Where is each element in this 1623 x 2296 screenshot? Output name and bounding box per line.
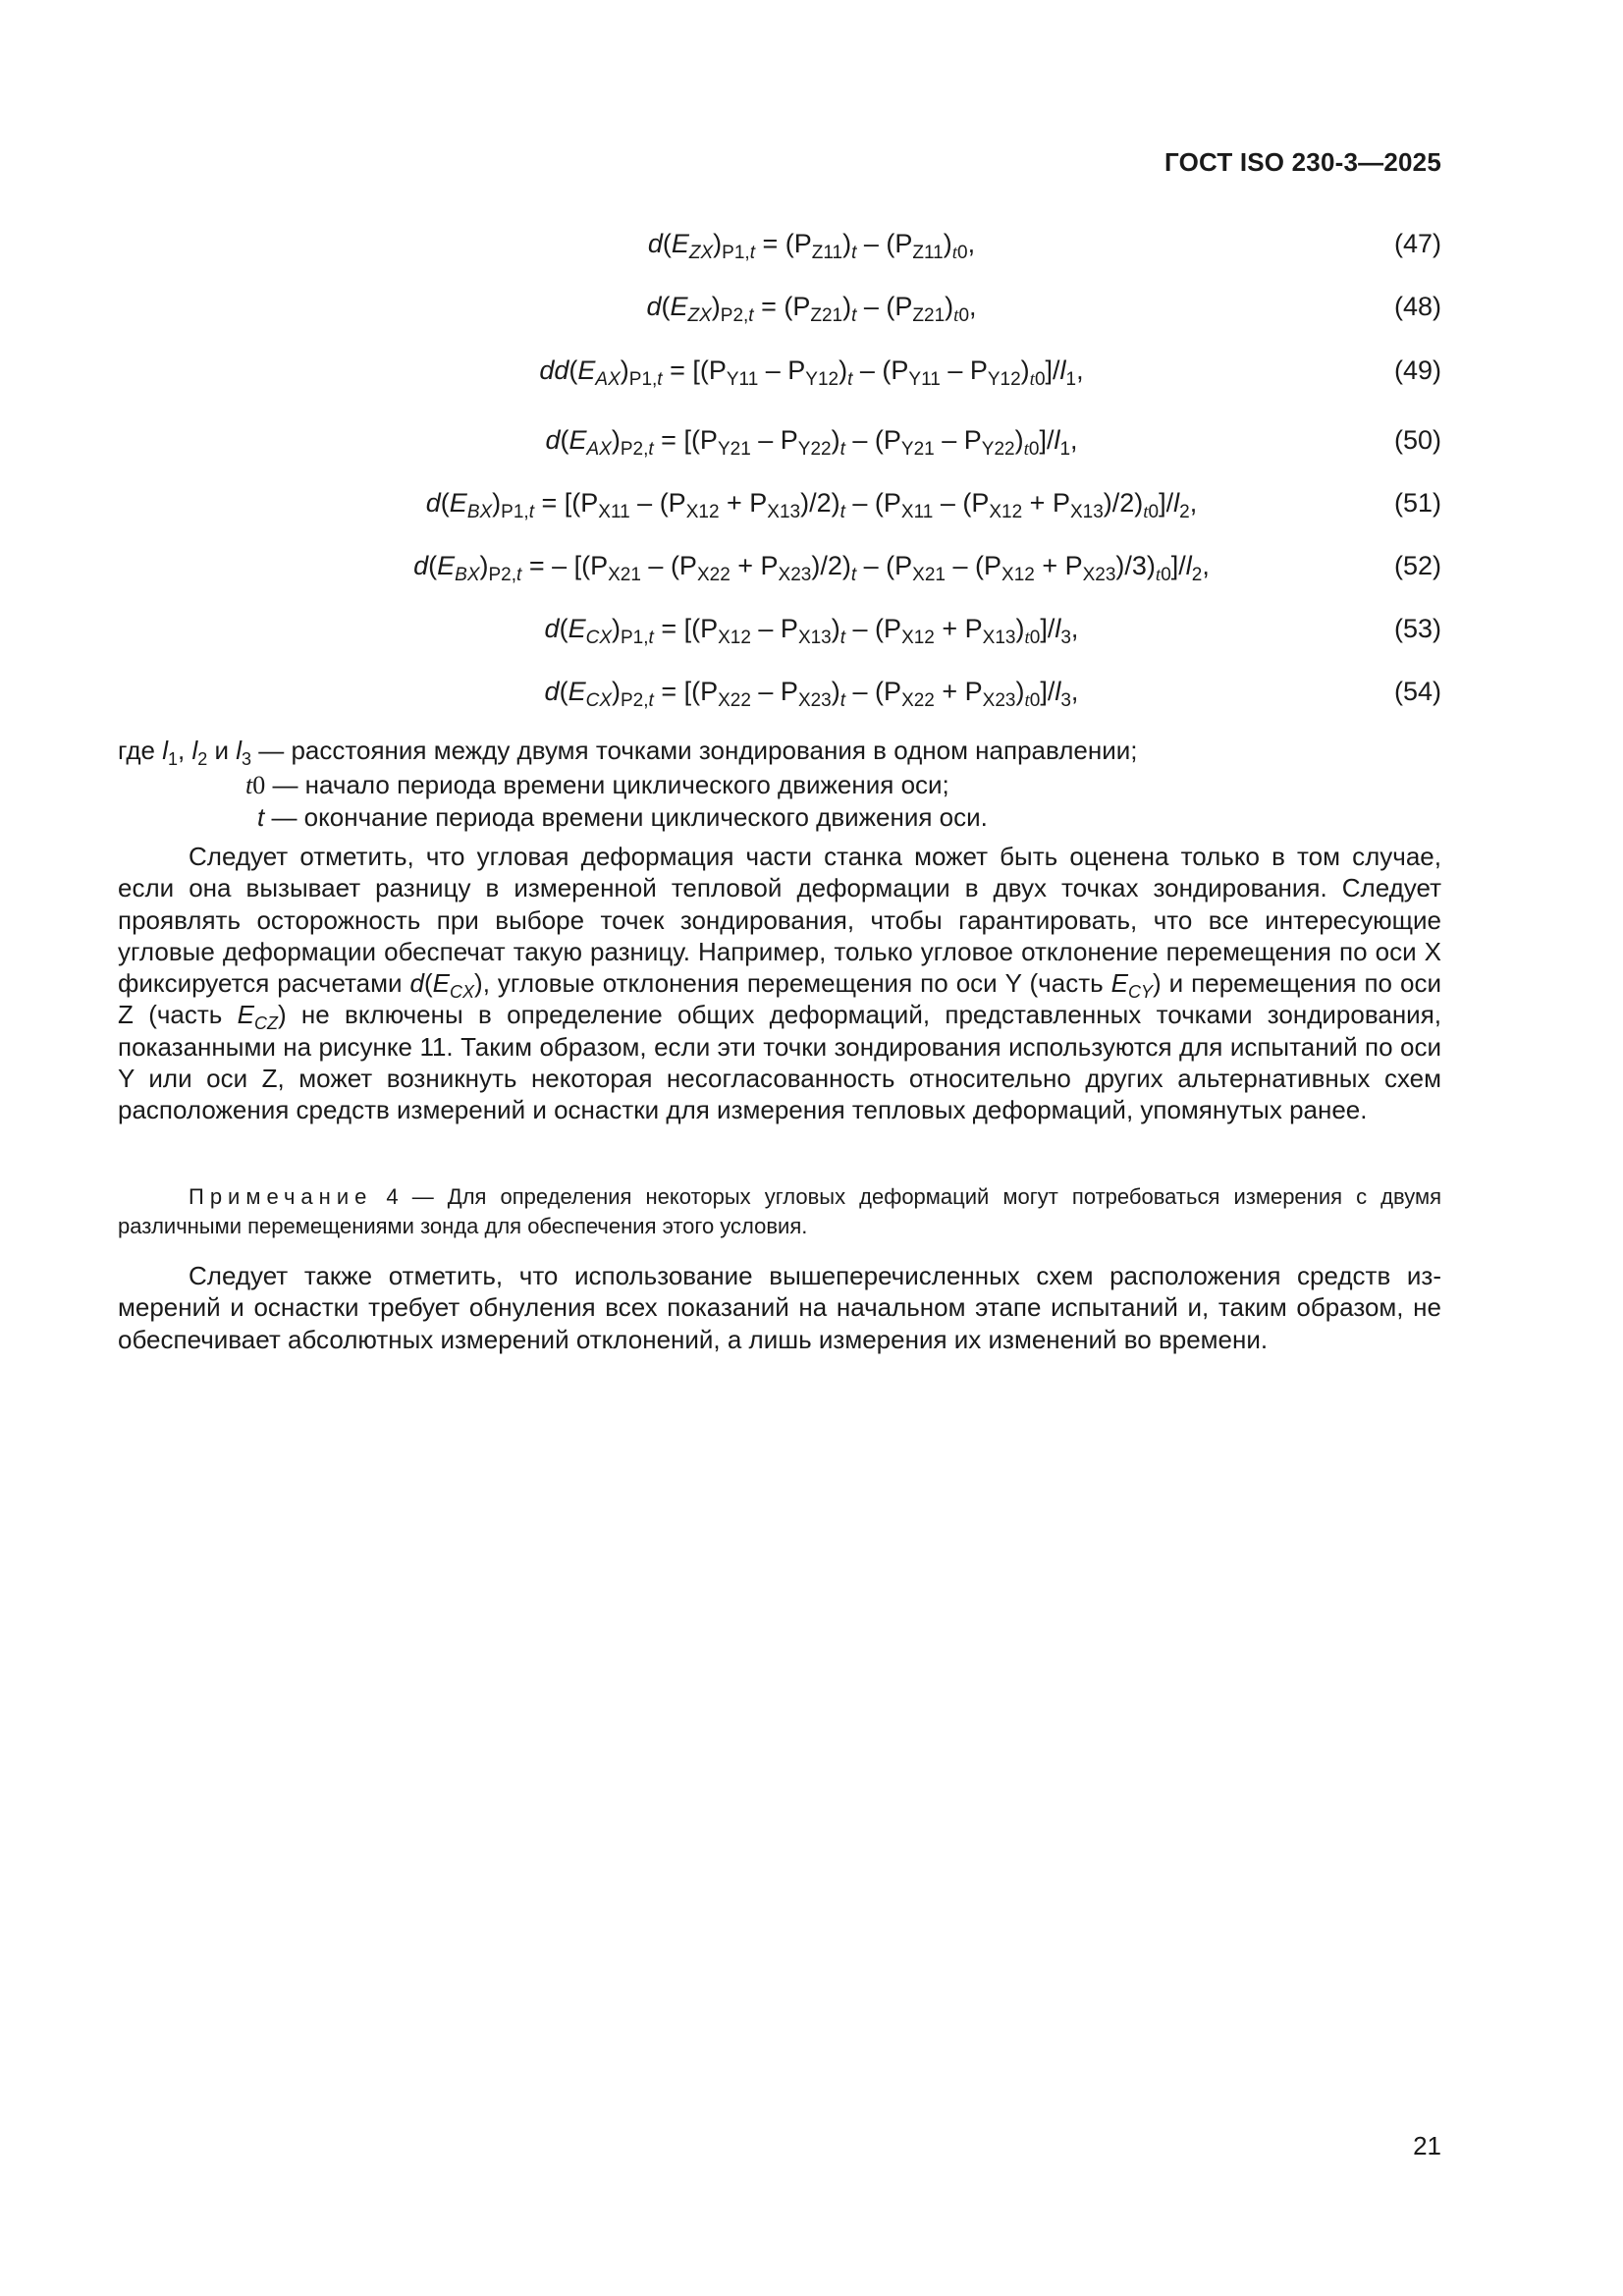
equation-formula: $d(E_{CX})_{P1,t} = [(P_{X12} - P_{X13})_t - (P_{X12} + P_{X13})_{t0}]/l_3$, bbox=[544, 614, 1079, 648]
equation-number: (47) bbox=[1393, 229, 1441, 258]
note-text: 4 — Для определения некоторых угловых деформаций могут потребоваться измерения с двумя различными перемещениями зонда для обеспечения этого условия. bbox=[118, 1184, 1441, 1238]
equation-number: (51) bbox=[1393, 488, 1441, 518]
equation-formula: $d(E_{AX})_{P2,t} = [(P_{Y21} - P_{Y22})_t - (P_{Y21} - P_{Y22})_{t0}]/l_1$, bbox=[545, 425, 1078, 460]
where-distances-text: — расстояния между двумя точками зондирования в одном направлении; bbox=[251, 736, 1138, 765]
where-t-text: — окончание периода времени циклического движения оси. bbox=[264, 802, 988, 832]
equation-number: (53) bbox=[1393, 614, 1441, 643]
where-line-t0: t0 — начало периода времени циклического движения оси; bbox=[245, 770, 949, 799]
note-label: Примечание bbox=[189, 1184, 373, 1209]
paragraph-angular-deformation: Следует отметить, что угловая деформация части станка может быть оценена только в том случае, если она вызывает разницу в измеренной тепловой деформации в двух точках зондирования. Следует проявлять осторожность при выборе точек зондирования, чтобы гарантировать, что все интересующие угловые деформации обеспечат такую разницу. Например, только угловое отклонение перемещения по оси X фиксируется расчетами $d(E_{CX})$, угловые отклонения перемещения по оси Y (часть $E_{CY}$) и перемещения по оси Z (часть $E_{CZ}$) не включены в определение общих деформаций, представленных точками зондирования, показанными на рисунке 11. Таким образом, если эти точки зондирования используются для испытаний по оси Y или оси Z, может возникнуть некоторая несогласованность относительно других альтернативных схем расположения средств измерений и оснастки для измерения тепловых деформаций, упомянутых ранее. bbox=[118, 842, 1441, 1125]
equation-formula: $d(E_{BX})_{P1,t} = [(P_{X11} - (P_{X12} + P_{X13})/2)_t - (P_{X11} - (P_{X12} + P_{X13})/2)_{t0}]/l_2$, bbox=[425, 488, 1198, 522]
equation-formula: $dd(E_{AX})_{P1,t} = [(P_{Y11} - P_{Y12})_t - (P_{Y11} - P_{Y12})_{t0}]/l_1$, bbox=[539, 355, 1084, 390]
note-4 bbox=[118, 1182, 1441, 1241]
paragraph-text: Следует отметить, что угловая деформация части станка может быть оценена только в том случае, если она вызывает разницу в измеренной тепловой деформации в двух точках зондирования. Следует проявлять осторожность при выборе точек зондирования, чтобы гарантировать, что все интересующие угловые деформации обеспечат такую разницу. Например, только угловое отклонение перемещения по оси X фиксируется расчетами bbox=[118, 842, 1441, 999]
paragraph-text: ) не включены в определение общих деформаций, представленных точками зондирования, показанными на рисунке 11. Таким образом, если эти точки зондирования используются для испытаний по оси Y или оси Z, может возникнуть некоторая несогласованность относительно других альтернативных схем расположения средств измерений и оснастки для измерения тепловых деформаций, упомянутых ранее. bbox=[118, 1000, 1441, 1125]
equation-formula: $d(E_{ZX})_{P1,t} = (P_{Z11})_t - (P_{Z11})_{t0}$, bbox=[647, 229, 976, 263]
equation-51 bbox=[0, 483, 1623, 522]
equation-49 bbox=[0, 351, 1623, 390]
equation-54 bbox=[0, 672, 1623, 711]
equation-52 bbox=[0, 546, 1623, 585]
equation-number: (48) bbox=[1393, 292, 1441, 321]
where-prefix: где bbox=[118, 736, 155, 765]
document-header: ГОСТ ISO 230-3—2025 bbox=[1163, 147, 1441, 177]
equation-48 bbox=[0, 287, 1623, 326]
equation-number: (54) bbox=[1393, 677, 1441, 706]
equation-47 bbox=[0, 224, 1623, 263]
equation-formula: $d(E_{BX})_{P2,t}$ = – $[(P_{X21} - (P_{X22} + P_{X23})/2)_t - (P_{X21} - (P_{X12} + P_{X23})/3)_{t0}]/l_2$, bbox=[413, 551, 1210, 585]
equation-50 bbox=[0, 420, 1623, 460]
equation-number: (50) bbox=[1393, 425, 1441, 455]
equation-formula: $d(E_{ZX})_{P2,t} = (P_{Z21})_t - (P_{Z21})_{t0}$, bbox=[646, 292, 977, 326]
paragraph-text: , угловые отклонения перемещения по оси Y (часть bbox=[482, 968, 1111, 999]
equation-number: (52) bbox=[1393, 551, 1441, 580]
paragraph-zeroing: Следует также отметить, что использование вышеперечисленных схем расположения средств измерений и оснастки требует обнуления всех показаний на начальном этапе испытаний и, таким образом, не обеспечивает абсолютных измерений отклонений, а лишь измерения их изменений во времени. bbox=[118, 1261, 1441, 1354]
page-number: 21 bbox=[1413, 2131, 1441, 2160]
paragraph-text: ) и перемещения по оси Z (часть bbox=[118, 968, 1441, 1030]
where-t0-text: — начало периода времени циклического движения оси; bbox=[265, 770, 949, 799]
equation-number: (49) bbox=[1393, 355, 1441, 385]
where-line-distances: где $l_1$, $l_2$ и $l_3$ — расстояния между двумя точками зондирования в одном направлении; bbox=[118, 736, 1138, 769]
equation-53 bbox=[0, 609, 1623, 648]
equation-formula: $d(E_{CX})_{P2,t} = [(P_{X22} - P_{X23})_t - (P_{X22} + P_{X23})_{t0}]/l_3$, bbox=[544, 677, 1079, 711]
where-line-t: t — окончание периода времени циклического движения оси. bbox=[257, 802, 988, 832]
